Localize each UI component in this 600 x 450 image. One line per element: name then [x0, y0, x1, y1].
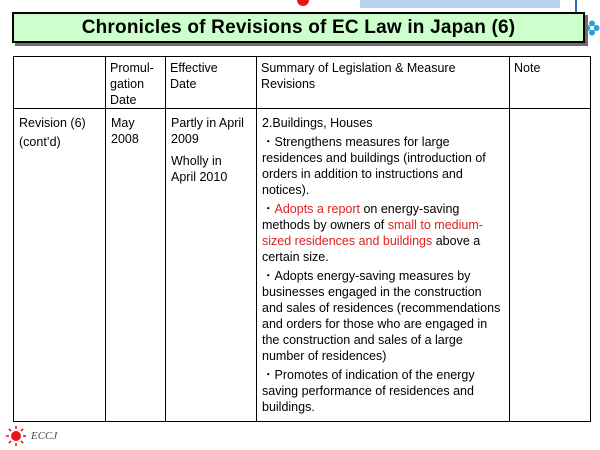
note-cell [510, 109, 591, 422]
title-banner [12, 12, 585, 43]
eccj-sun-logo-icon [5, 425, 27, 447]
logo-wordmark: ECCJ [31, 430, 58, 442]
summary-cell [257, 109, 510, 422]
revisions-table [13, 56, 591, 422]
header-effective-date: Effective Date [166, 57, 257, 109]
summary-item: ・Adopts energy-saving measures by businesses engaged in the construction and sales of residences (recommendations and orders for those who are engaged in the construction and sales of a large number of residences) [262, 269, 501, 363]
summary-item: ・Strengthens measures for large residences and buildings (introduction of orders in addition to instructions and notices). [262, 135, 486, 197]
highlight-text: Adopts a report [274, 202, 360, 216]
sun-emblem-icon [296, 0, 310, 12]
header-note: Note [510, 57, 591, 109]
effective-cell: Partly in April 2009 Wholly in April 2010 [166, 109, 257, 422]
summary-heading: 2.Buildings, Houses [262, 116, 373, 130]
summary-item: ・Adopts a report on energy-saving methods by owners of small to medium-sized residences and buildings above a certain size. [262, 202, 483, 264]
slide-title: Chronicles of Revisions of EC Law in Japan (6) [81, 16, 516, 38]
eccj-logo [5, 425, 57, 447]
promulgation-cell: May 2008 [106, 109, 166, 422]
table-header-row [14, 57, 591, 109]
header-accent-bar [360, 0, 560, 8]
header-promulgation-date: Promul- gation Date [106, 57, 166, 109]
header-summary: Summary of Legislation & Measure Revisions [257, 57, 510, 109]
table-row [14, 109, 591, 422]
revision-cell: Revision (6) (cont’d) [14, 109, 106, 422]
summary-item: ・Promotes of indication of the energy saving performance of residences and buildings. [262, 368, 475, 414]
flower-icon [584, 20, 600, 36]
highlight-text: small to medium-sized residences and buildings [262, 218, 483, 248]
header-blank-cell [14, 57, 106, 109]
